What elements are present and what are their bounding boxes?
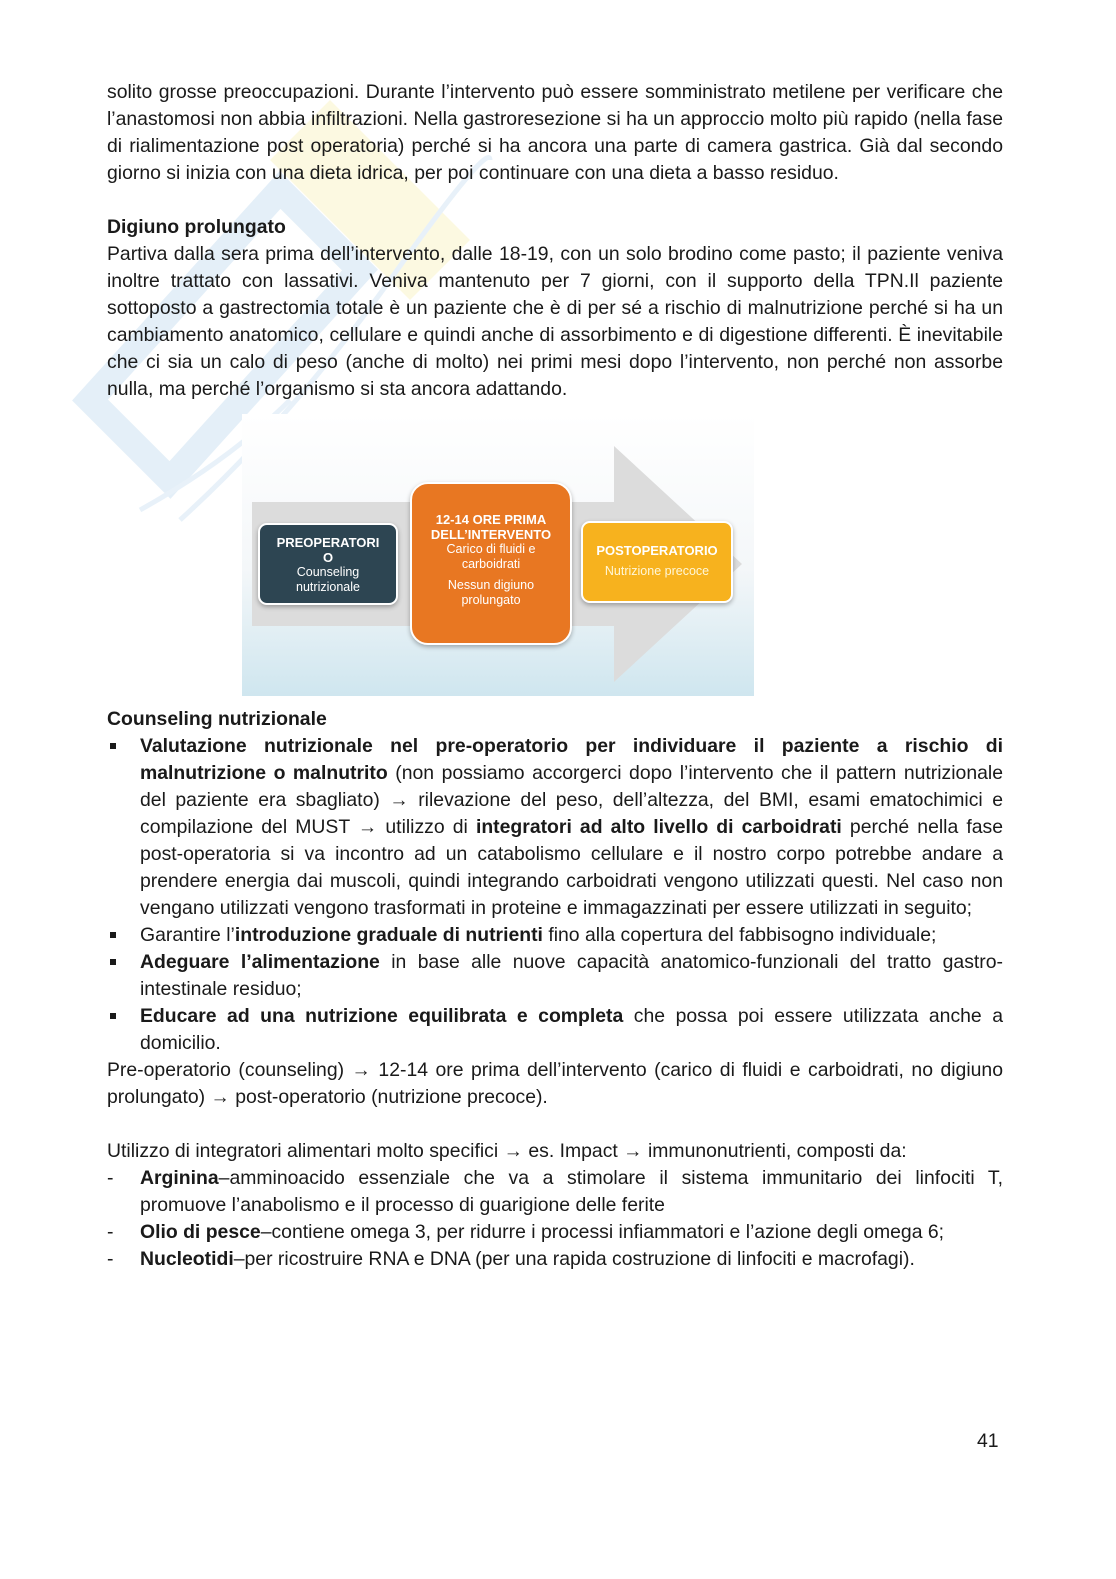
list-item (107, 949, 1003, 1003)
box-postoperatorio (581, 521, 733, 603)
item1-text-1: (non possiamo accorgerci dopo l’intervento che il pattern nutrizionale del paziente era sbagliato) → rilevazione del peso, dell’altezza, del BMI, esami ematochimici e compilazione del MUST → utilizzo di (140, 762, 1003, 838)
counseling-summary: Pre-operatorio (counseling) → 12-14 ore prima dell’intervento (carico di fluidi e carboidrati, no digiuno prolungato) → post-operatorio (nutrizione precoce). (107, 1059, 1003, 1108)
box-preoperatorio-title-1: PREOPERATORI (276, 535, 380, 550)
box-12-14-title-2: DELL’INTERVENTO (430, 527, 552, 542)
list-item (107, 1165, 1003, 1219)
page-number: 41 (977, 1430, 999, 1452)
digiuno-paragraph: Partiva dalla sera prima dell’intervento, dalle 18-19, con un solo brodino come pasto; il paziente veniva inoltre trattato con lassativi. Veniva mantenuto per 7 giorni, con il supporto della TPN.Il paziente sottoposto a gastrectomia totale è un paziente che è di per sé a rischio di malnutrizione perché si ha un cambiamento anatomico, cellulare e quindi anche di assorbimento e di digestione differenti. È inevitabile che ci sia un calo di peso (anche di molto) nei primi mesi dopo l’intervento, non perché non assorbe nulla, ma perché l’organismo si sta ancora adattando. (107, 243, 1003, 400)
box-12-14-sub1-2: carboidrati (461, 557, 521, 571)
perioperative-flow-figure (242, 414, 754, 696)
nucleotidi-text: –per ricostruire RNA e DNA (per una rapida costruzione di linfociti e macrofagi). (233, 1248, 915, 1270)
item2-post: fino alla copertura del fabbisogno individuale; (542, 924, 937, 946)
arginina-text: –amminoacido essenziale che va a stimolare il sistema immunitario dei linfociti T, promuove l’anabolismo e il processo di guarigione delle ferite (140, 1167, 1003, 1216)
box-12-14-sub2-2: prolungato (461, 593, 521, 607)
box-12-14-sub2-1: Nessun digiuno (447, 578, 535, 592)
section-heading-digiuno: Digiuno prolungato (107, 216, 286, 238)
list-item (107, 1219, 1003, 1246)
item1-bold-2: integratori ad alto livello di carboidrati (475, 816, 842, 838)
box-preoperatorio-title-2: O (322, 550, 334, 565)
box-postoperatorio-sub: Nutrizione precoce (604, 564, 710, 578)
box-12-14-ore (410, 482, 572, 645)
box-preoperatorio (258, 523, 398, 605)
box-preoperatorio-sub-1: Counseling (296, 565, 360, 579)
item3-bold: Adeguare l’alimentazione (140, 951, 380, 973)
item1-text-2: perché nella fase post-operatoria si va incontro ad un catabolismo cellulare e il nostro corpo potrebbe andare a prendere energia dai muscoli, quindi integrando carboidrati vengono utilizzati questi. Nel caso non vengano utilizzati vengono trasformati in proteine e immagazzinati per essere utilizzati in seguito; (140, 816, 1003, 919)
item4-bold: Educare ad una nutrizione equilibrata e completa (140, 1005, 624, 1027)
counseling-list (107, 733, 1003, 1057)
nucleotidi-label: Nucleotidi (140, 1248, 234, 1270)
box-12-14-sub1-1: Carico di fluidi e (446, 542, 536, 556)
integratori-intro: Utilizzo di integratori alimentari molto specifici → es. Impact → immunonutrienti, composti da: (107, 1140, 907, 1162)
box-12-14-title-1: 12-14 ORE PRIMA (435, 512, 547, 527)
item4-post: che possa poi essere utilizzata anche a domicilio. (140, 1005, 1004, 1054)
arginina-label: Arginina (140, 1167, 219, 1189)
item2-bold: introduzione graduale di nutrienti (234, 924, 543, 946)
integratori-list (107, 1165, 1003, 1273)
item1-bold-1: Valutazione nutrizionale nel pre-operatorio per individuare il paziente a rischio di malnutrizione o malnutrito (140, 735, 1003, 784)
olio-label: Olio di pesce (140, 1221, 261, 1243)
list-item (107, 922, 1003, 949)
box-preoperatorio-sub-2: nutrizionale (296, 580, 360, 594)
olio-text: –contiene omega 3, per ridurre i processi infiammatori e l’azione degli omega 6; (260, 1221, 945, 1243)
item2-pre: Garantire l’ (140, 924, 235, 946)
box-postoperatorio-title: POSTOPERATORIO (596, 543, 718, 558)
page-content (107, 79, 1003, 1273)
list-item (107, 1003, 1003, 1057)
item3-post: in base alle nuove capacità anatomico-funzionali del tratto gastro-intestinale residuo; (140, 951, 1003, 1000)
section-heading-counseling: Counseling nutrizionale (107, 708, 327, 730)
list-item (107, 1246, 1003, 1273)
intro-paragraph: solito grosse preoccupazioni. Durante l’intervento può essere somministrato metilene per verificare che l’anastomosi non abbia infiltrazioni. Nella gastroresezione si ha un approccio molto più rapido (nella fase di rialimentazione post operatoria) perché si ha ancora una parte di camera gastrica. Già dal secondo giorno si inizia con una dieta idrica, per poi continuare con una dieta a basso residuo. (107, 81, 1003, 184)
list-item (107, 733, 1003, 922)
